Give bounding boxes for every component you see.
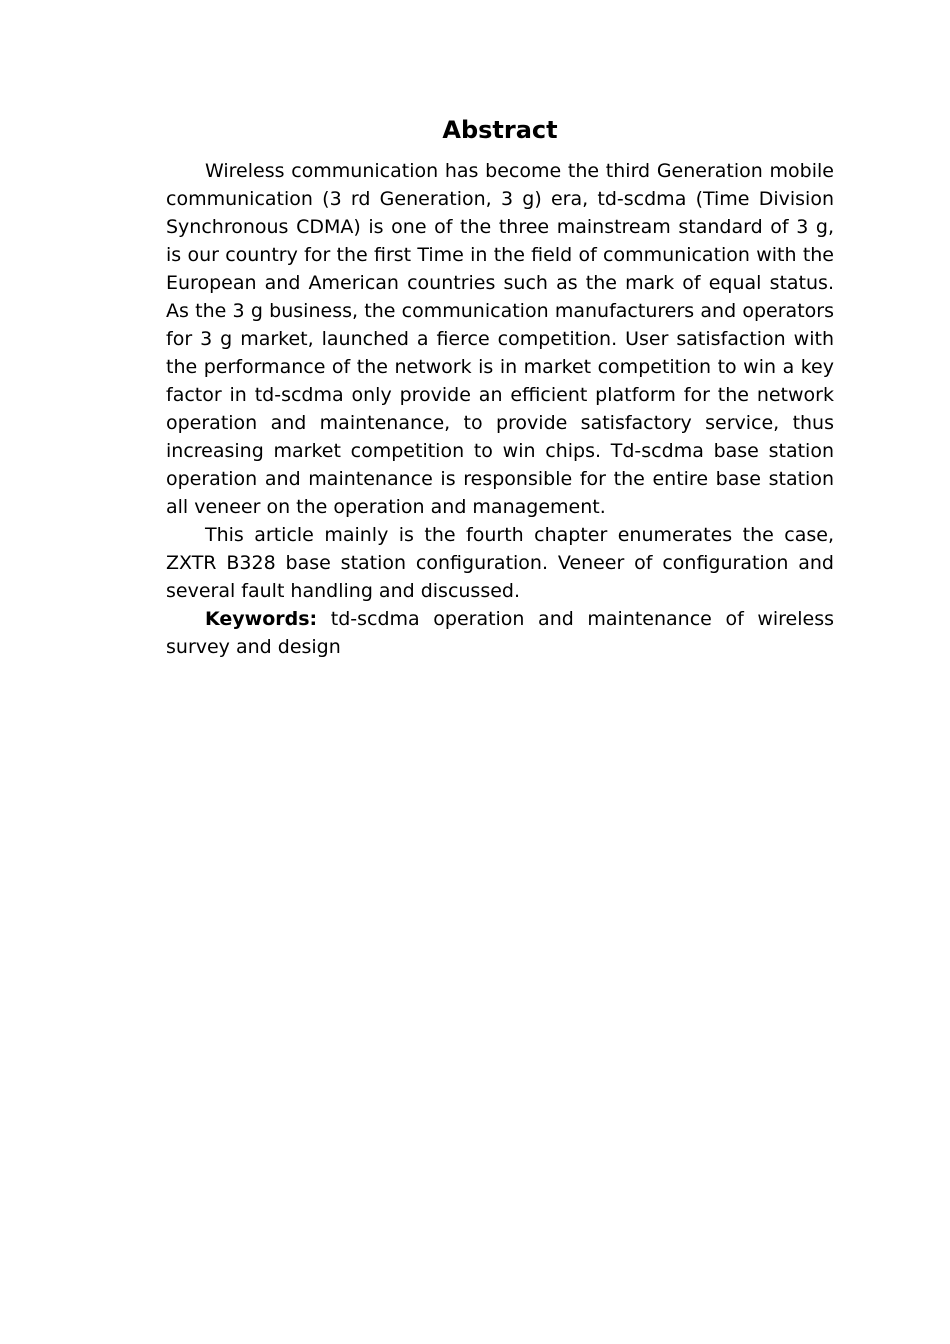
abstract-title: Abstract: [442, 116, 558, 144]
keywords-paragraph: [166, 605, 834, 661]
abstract-paragraph-1: Wireless communication has become the third Generation mobile communication (3 rd Generation, 3 g) era, td-scdma (Time Division Synchronous CDMA) is one of the three mainstream standard of 3 g, is our country for the first Time in the field of communication with the European and American countries such as the mark of equal status. As the 3 g business, the communication manufacturers and operators for 3 g market, launched a fierce competition. User satisfaction with the performance of the network is in market competition to win a key factor in td-scdma only provide an efficient platform for the network operation and maintenance, to provide satisfactory service, thus increasing market competition to win chips. Td-scdma base station operation and maintenance is responsible for the entire base station all veneer on the operation and management.: [166, 160, 834, 518]
keywords-label: Keywords:: [205, 608, 318, 630]
abstract-section: [166, 113, 834, 661]
abstract-paragraph-2: This article mainly is the fourth chapter enumerates the case, ZXTR B328 base station configuration. Veneer of configuration and several fault handling and discussed.: [166, 524, 834, 602]
keywords-text: td-scdma operation and maintenance of wireless survey and design: [166, 608, 835, 658]
